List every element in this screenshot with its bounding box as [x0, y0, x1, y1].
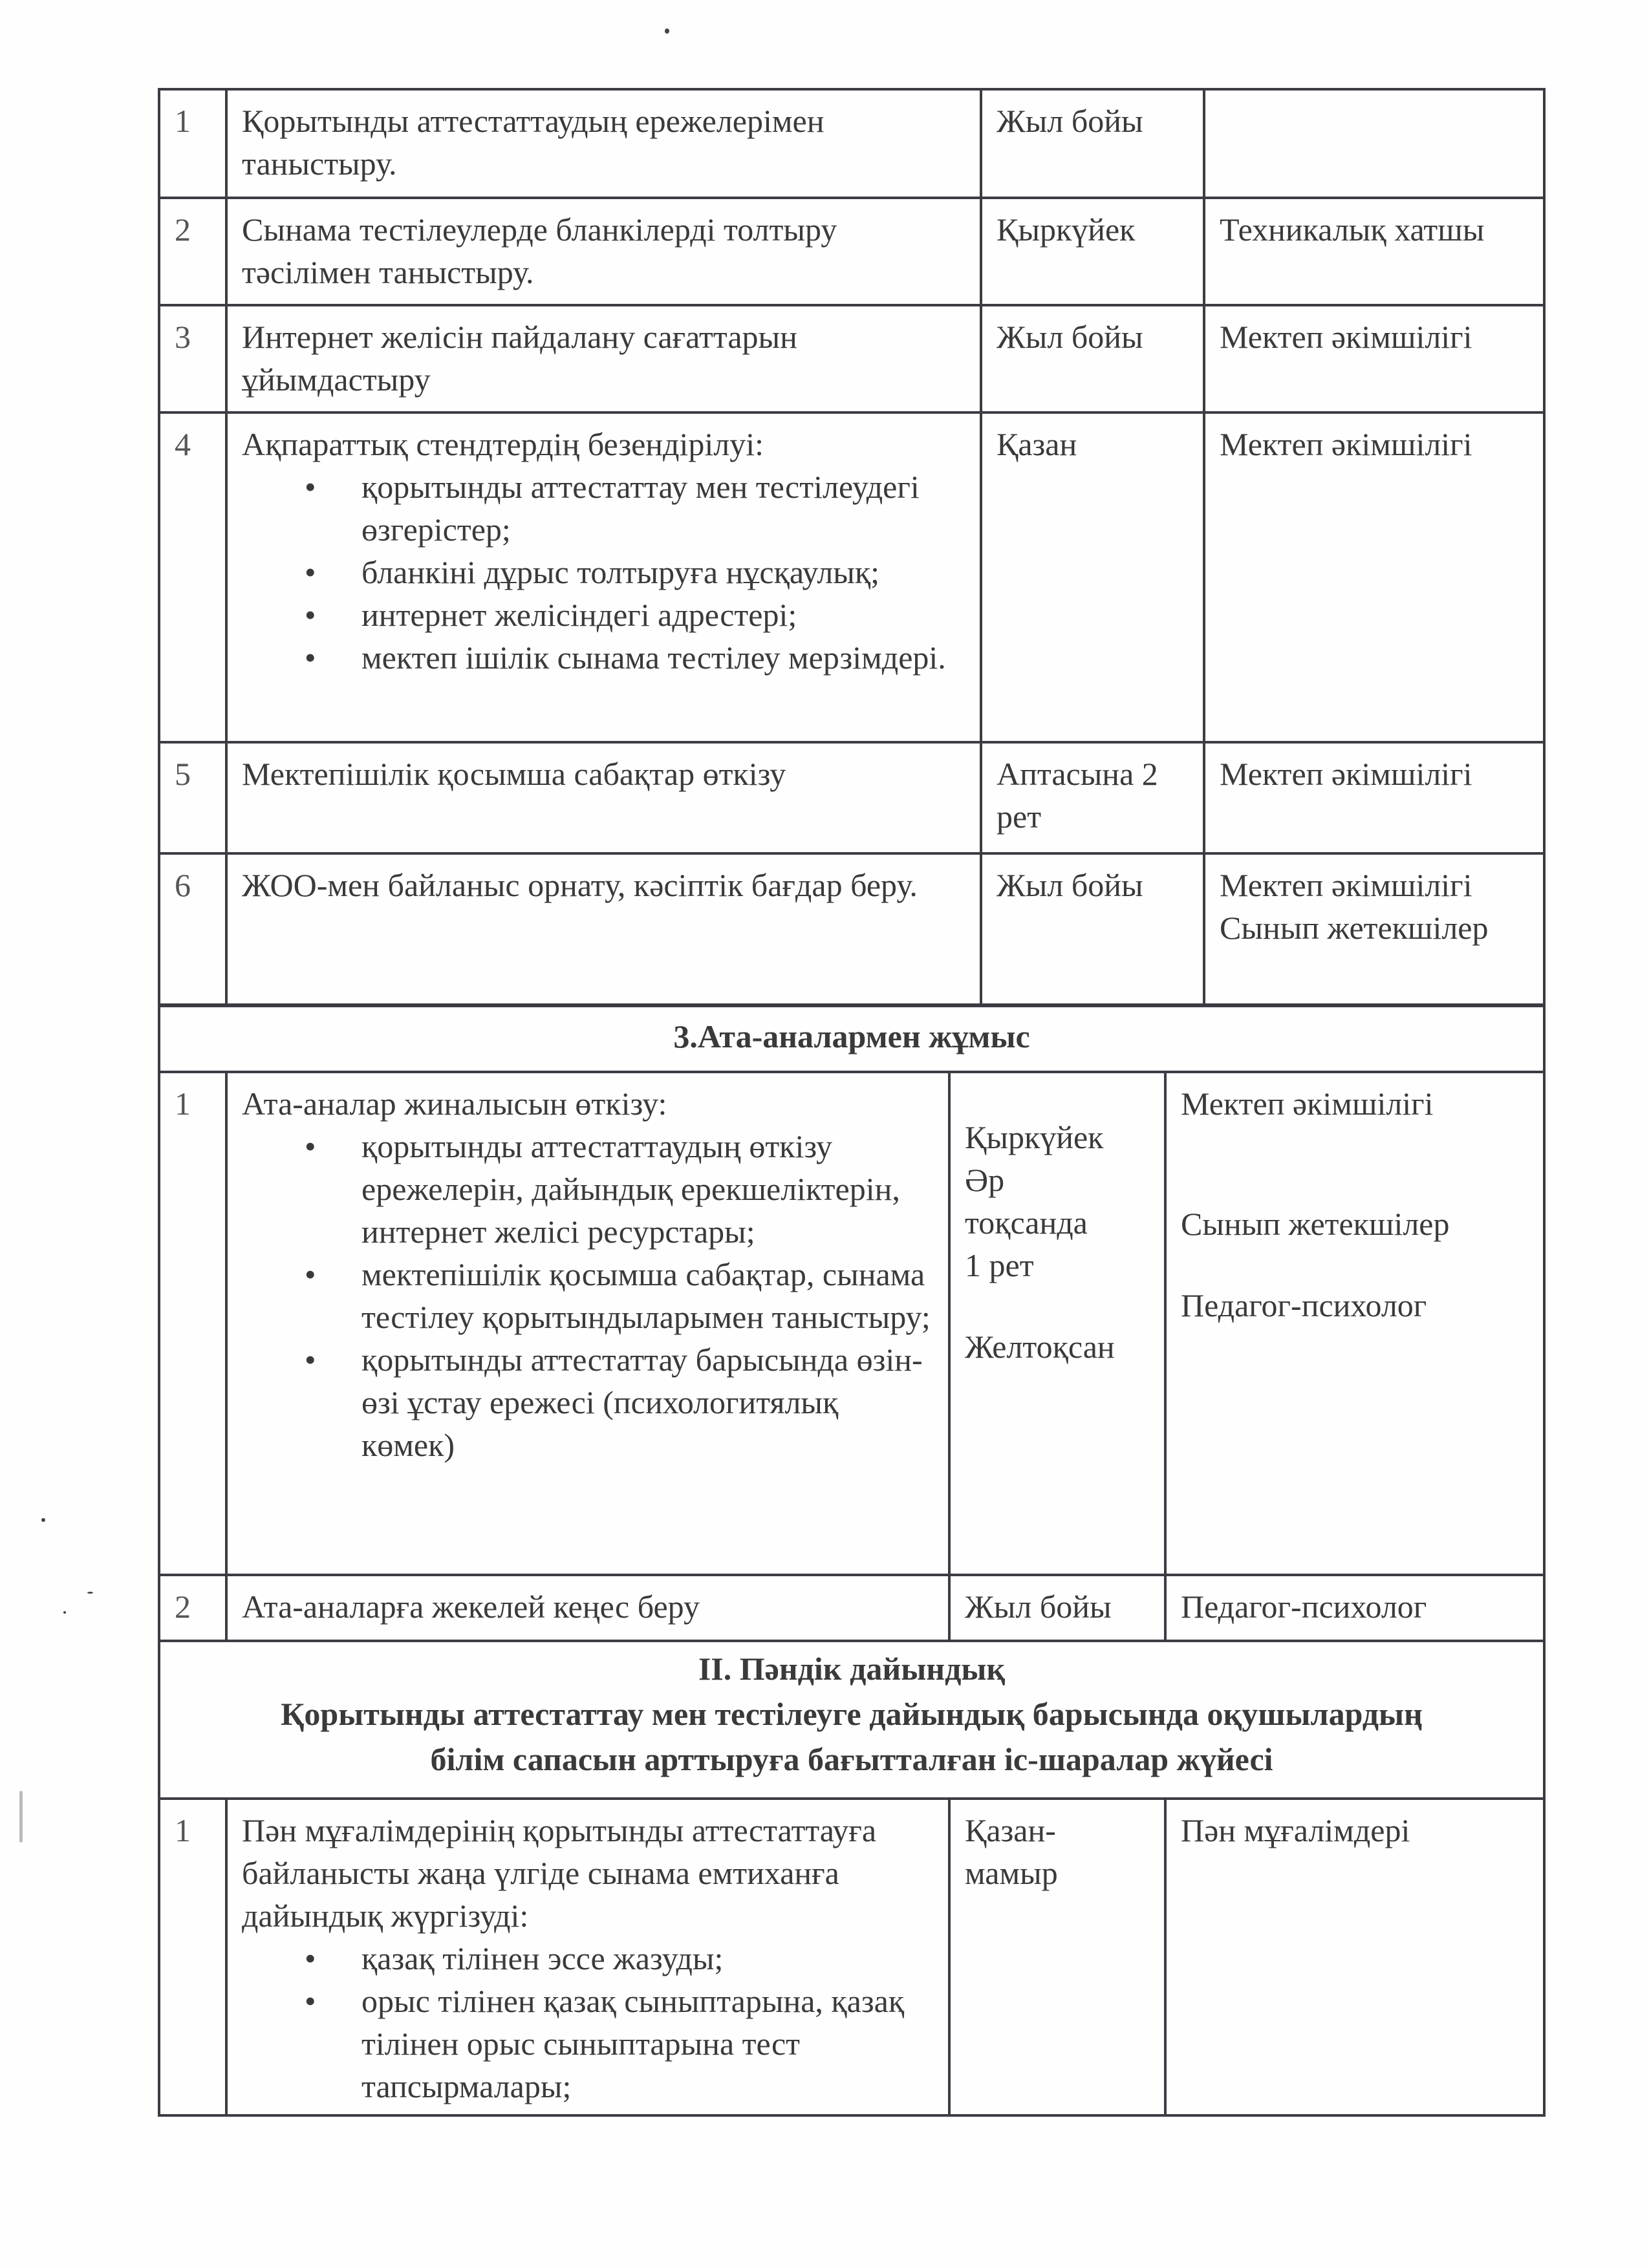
- section-header-row: [159, 1005, 1544, 1072]
- bullet-item: • қорытынды аттестаттау мен тестілеудегі өзгерістер;: [361, 465, 965, 551]
- table-row: [159, 742, 1544, 853]
- activity-cell: [226, 1072, 949, 1575]
- activity-cell: [226, 742, 981, 853]
- responsible-text: Мектеп әкімшілігі: [1181, 1086, 1434, 1122]
- responsible-text: Пән мұғалімдері: [1181, 1812, 1410, 1848]
- date-cell: [981, 198, 1204, 305]
- scan-speck: [87, 1592, 93, 1594]
- date-text: тоқсанда: [965, 1204, 1088, 1241]
- date-text: Қыркүйек: [997, 211, 1136, 248]
- bullet-list: [242, 465, 965, 679]
- bullet-item: • орыс тілінен қазақ сыныптарына, қазақ тілінен орыс сыныптарына тест тапсырмалары;: [361, 1980, 934, 2108]
- activity-text: Қорытынды аттестаттаудың ережелерімен таныстыру.: [242, 103, 824, 182]
- bullet-item: • қорытынды аттестаттау барысында өзін-өзі ұстау ережесі (психологитялық көмек): [361, 1338, 934, 1466]
- bullet-list: [242, 1125, 934, 1466]
- table-row: [159, 305, 1544, 412]
- scan-speck: [63, 1611, 66, 1614]
- date-cell: [981, 412, 1204, 742]
- scan-speck: [19, 1791, 23, 1843]
- bullet-item: • қорытынды аттестаттаудың өткізу ережелерін, дайындық ерекшеліктерін, интернет желісі ресурстары;: [361, 1125, 934, 1253]
- responsible-text: Сынып жетекшілер: [1181, 1206, 1450, 1242]
- row-number: 4: [159, 412, 226, 742]
- scan-speck: [41, 1518, 45, 1522]
- responsible-cell: [1204, 89, 1544, 198]
- responsible-cell: [1204, 412, 1544, 742]
- spacer: [965, 1287, 1150, 1325]
- activity-text: Пән мұғалімдерінің қорытынды аттестаттауға байланысты жаңа үлгіде сынама емтиханға дайындық жүргізуді:: [242, 1812, 877, 1934]
- section-II-subtitle-line-1: Қорытынды аттестаттау мен тестілеуге дайындық барысында оқушылардың: [281, 1696, 1423, 1732]
- scan-speck: [665, 28, 669, 34]
- date-text: Жыл бойы: [997, 103, 1143, 139]
- activity-cell: [226, 1575, 949, 1641]
- activity-text: Мектепішілік қосымша сабақтар өткізу: [242, 756, 786, 792]
- activities-table-1: [158, 88, 1546, 1007]
- date-text: Жыл бойы: [997, 319, 1143, 355]
- table-row: [159, 412, 1544, 742]
- table-row: [159, 1575, 1544, 1641]
- row-number: 6: [159, 853, 226, 1006]
- spacer: [1181, 1125, 1529, 1164]
- activity-text: Сынама тестілеулерде бланкілерді толтыру тәсілімен таныстыру.: [242, 211, 837, 290]
- section-II-title: ІІ. Пәндік дайындық: [698, 1651, 1006, 1687]
- date-cell: [981, 742, 1204, 853]
- row-number: 1: [159, 89, 226, 198]
- date-cell: [949, 1799, 1165, 2115]
- activity-cell: [226, 412, 981, 742]
- section-II-subtitle-line-2: білім сапасын арттыруға бағытталған іс-шаралар жүйесі: [430, 1741, 1273, 1777]
- row-number: 3: [159, 305, 226, 412]
- responsible-text: Мектеп әкімшілігі: [1220, 756, 1472, 792]
- spacer: [1181, 1245, 1529, 1284]
- bullet-item: • бланкіні дұрыс толтыруға нұсқаулық;: [361, 551, 965, 594]
- date-cell: [949, 1072, 1165, 1575]
- table-row: [159, 1799, 1544, 2115]
- responsible-text: Педагог-психолог: [1181, 1589, 1427, 1625]
- date-cell: [949, 1575, 1165, 1641]
- responsible-cell: [1204, 198, 1544, 305]
- table-1-body: [159, 89, 1544, 1006]
- responsible-cell: [1204, 853, 1544, 1006]
- table-row: [159, 198, 1544, 305]
- bullet-item: • мектепішілік қосымша сабақтар, сынама тестілеу қорытындыларымен таныстыру;: [361, 1253, 934, 1338]
- activity-text: ЖОО-мен байланыс орнату, кәсіптік бағдар беру.: [242, 867, 918, 903]
- date-text: Жыл бойы: [997, 867, 1143, 903]
- date-text: 1 рет: [965, 1247, 1034, 1283]
- activity-cell: [226, 1799, 949, 2115]
- parents-work-table: [158, 1003, 1546, 2117]
- date-text: Қыркүйек: [965, 1119, 1104, 1155]
- activity-text: Ата-аналарға жекелей кеңес беру: [242, 1589, 700, 1625]
- date-cell: [981, 305, 1204, 412]
- activity-text: Ата-аналар жиналысын өткізу:: [242, 1086, 667, 1122]
- activity-text: Интернет желісін пайдалану сағаттарын ұйымдастыру: [242, 319, 797, 398]
- responsible-cell: [1204, 305, 1544, 412]
- table-row: [159, 853, 1544, 1006]
- date-text: Әр: [965, 1162, 1005, 1198]
- table-row: [159, 89, 1544, 198]
- date-text: Қазан: [997, 426, 1077, 462]
- spacer: [1181, 1164, 1529, 1203]
- row-number: 5: [159, 742, 226, 853]
- activity-cell: [226, 198, 981, 305]
- row-number: 1: [159, 1799, 226, 2115]
- date-cell: [981, 89, 1204, 198]
- row-number: 2: [159, 198, 226, 305]
- date-text: Жыл бойы: [965, 1589, 1112, 1625]
- activity-cell: [226, 89, 981, 198]
- bullet-item: • қазақ тілінен эссе жазуды;: [361, 1937, 934, 1980]
- bullet-list: [242, 1937, 934, 2108]
- activity-cell: [226, 305, 981, 412]
- responsible-cell: [1165, 1799, 1544, 2115]
- activity-text: Ақпараттық стендтердің безендірілуі:: [242, 426, 764, 462]
- responsible-text: Мектеп әкімшілігі: [1220, 319, 1472, 355]
- date-text: Қазан-: [965, 1812, 1056, 1848]
- bullet-item: • мектеп ішілік сынама тестілеу мерзімдері.: [361, 636, 965, 679]
- date-text: мамыр: [965, 1855, 1058, 1891]
- date-text: Желтоқсан: [965, 1329, 1115, 1365]
- activity-cell: [226, 853, 981, 1006]
- table-row: [159, 1072, 1544, 1575]
- date-text: Аптасына 2 рет: [997, 756, 1158, 835]
- section-II-header: [159, 1641, 1544, 1799]
- responsible-text: Сынып жетекшілер: [1220, 910, 1489, 946]
- responsible-text: Техникалық хатшы: [1220, 211, 1485, 248]
- row-number: 2: [159, 1575, 226, 1641]
- responsible-text: Мектеп әкімшілігі: [1220, 867, 1472, 903]
- responsible-text: Мектеп әкімшілігі: [1220, 426, 1472, 462]
- row-number: 1: [159, 1072, 226, 1575]
- section-3-title: 3.Ата-аналармен жұмыс: [159, 1005, 1544, 1072]
- section-header-row: [159, 1641, 1544, 1799]
- responsible-text: Педагог-психолог: [1181, 1287, 1427, 1323]
- responsible-cell: [1204, 742, 1544, 853]
- bullet-item: • интернет желісіндегі адрестері;: [361, 594, 965, 636]
- table-2-body: [159, 1072, 1544, 1641]
- responsible-cell: [1165, 1575, 1544, 1641]
- table-3-body: [159, 1799, 1544, 2115]
- responsible-cell: [1165, 1072, 1544, 1575]
- date-cell: [981, 853, 1204, 1006]
